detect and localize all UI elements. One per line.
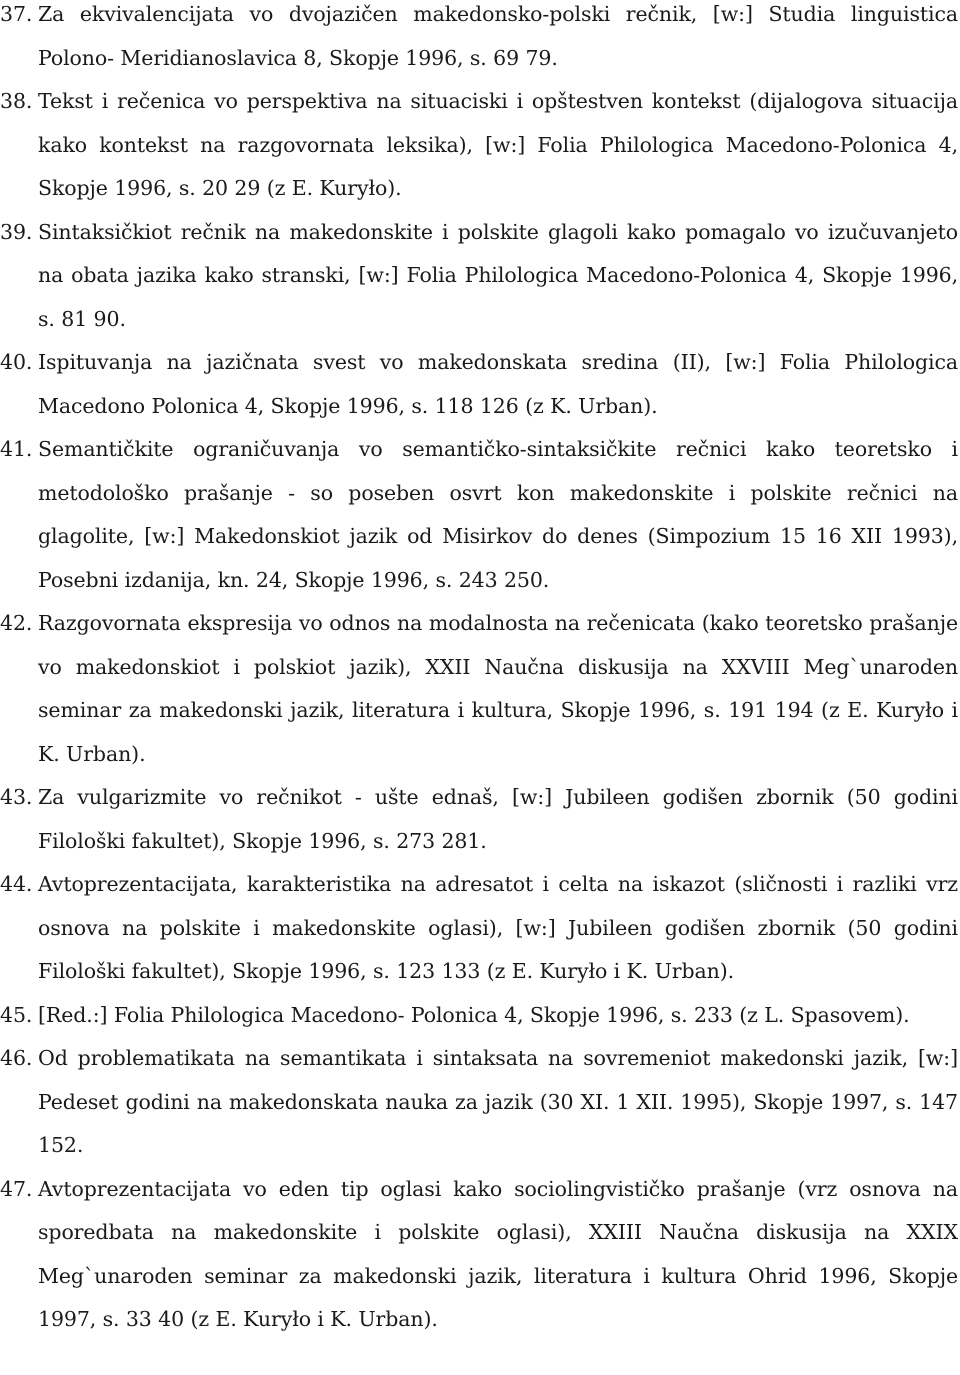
entry-number: 45. bbox=[0, 1002, 33, 1027]
entry-text: Za ekvivalencijata vo dvojazičen makedonsko-polski rečnik, [w:] Studia linguistica Polono- Meridianoslavica 8, Skopje 1996, s. 69 79. bbox=[38, 2, 958, 70]
entry-text: Ispituvanja na jazičnata svest vo makedonskata sredina (II), [w:] Folia Philologica Macedono Polonica 4, Skopje 1996, s. 118 126 (z K. Urban). bbox=[38, 350, 958, 418]
entry-number: 47. bbox=[0, 1176, 33, 1201]
entry-number: 39. bbox=[0, 219, 33, 244]
entry-text: Avtoprezentacijata, karakteristika na adresatot i celta na iskazot (sličnosti i razliki vrz osnova na polskite i makedonskite oglasi), [w:] Jubileen godišen zbornik (50 godini Filološki fakultet), Skopje 1996, s. 123 133 (z E. Kuryło i K. Urban). bbox=[38, 872, 958, 983]
entry-text: Za vulgarizmite vo rečnikot - ušte ednaš, [w:] Jubileen godišen zbornik (50 godini Filološki fakultet), Skopje 1996, s. 273 281. bbox=[38, 785, 958, 853]
entry-text: Semantičkite ograničuvanja vo semantičko-sintaksičkite rečnici kako teoretsko i metodološko prašanje - so poseben osvrt kon makedonskite i polskite rečnici na glagolite, [w:] Makedonskiot jazik od Misirkov do denes (Simpozium 15 16 XII 1993), Posebni izdanija, kn. 24, Skopje 1996, s. 243 250. bbox=[38, 437, 958, 592]
entry-number: 44. bbox=[0, 872, 33, 896]
bibliography-entry bbox=[0, 1168, 960, 1342]
entry-number: 38. bbox=[0, 89, 33, 113]
bibliography-entry bbox=[0, 1037, 960, 1168]
bibliography-entry bbox=[0, 428, 960, 602]
entry-number: 40. bbox=[0, 350, 33, 374]
entry-number: 46. bbox=[0, 1046, 33, 1070]
bibliography-entry bbox=[0, 211, 960, 342]
bibliography-entry bbox=[0, 80, 960, 211]
entry-text: Sintaksičkiot rečnik na makedonskite i polskite glagoli kako pomagalo vo izučuvanjeto na obata jazika kako stranski, [w:] Folia Philologica Macedono-Polonica 4, Skopje 1996, s. 81 90. bbox=[38, 219, 958, 331]
bibliography-entry bbox=[0, 602, 960, 776]
entry-text: Od problematikata na semantikata i sintaksata na sovremeniot makedonski jazik, [w:] Pedeset godini na makedonskata nauka za jazik (30 XI. 1 XII. 1995), Skopje 1997, s. 147 152. bbox=[38, 1046, 958, 1157]
entry-number: 42. bbox=[0, 611, 33, 635]
entry-text: Avtoprezentacijata vo eden tip oglasi kako sociolingvističko prašanje (vrz osnova na sporedbata na makedonskite i polskite oglasi), XXIII Naučna diskusija na XXIX Meg`unaroden seminar za makedonski jazik, literatura i kultura Ohrid 1996, Skopje 1997, s. 33 40 (z E. Kuryło i K. Urban). bbox=[38, 1176, 958, 1331]
entry-number: 43. bbox=[0, 785, 33, 809]
entry-text: Tekst i rečenica vo perspektiva na situaciski i opštestven kontekst (dijalogova situacija kako kontekst na razgovornata leksika), [w:] Folia Philologica Macedono-Polonica 4, Skopje 1996, s. 20 29 (z E. Kuryło). bbox=[38, 89, 958, 200]
entry-number: 37. bbox=[0, 2, 33, 26]
entry-number: 41. bbox=[0, 437, 33, 461]
bibliography-entry bbox=[0, 994, 960, 1038]
bibliography-entry bbox=[0, 863, 960, 994]
entry-text: Razgovornata ekspresija vo odnos na modalnosta na rečenicata (kako teoretsko prašanje vo makedonskiot i polskiot jazik), XXII Naučna diskusija na XXVIII Meg`unaroden seminar za makedonski jazik, literatura i kultura, Skopje 1996, s. 191 194 (z E. Kuryło i K. Urban). bbox=[38, 611, 958, 766]
entry-text: [Red.:] Folia Philologica Macedono- Polonica 4, Skopje 1996, s. 233 (z L. Spasovem). bbox=[38, 1002, 910, 1027]
bibliography-entry bbox=[0, 0, 960, 80]
bibliography-entry bbox=[0, 341, 960, 428]
bibliography-entry bbox=[0, 776, 960, 863]
